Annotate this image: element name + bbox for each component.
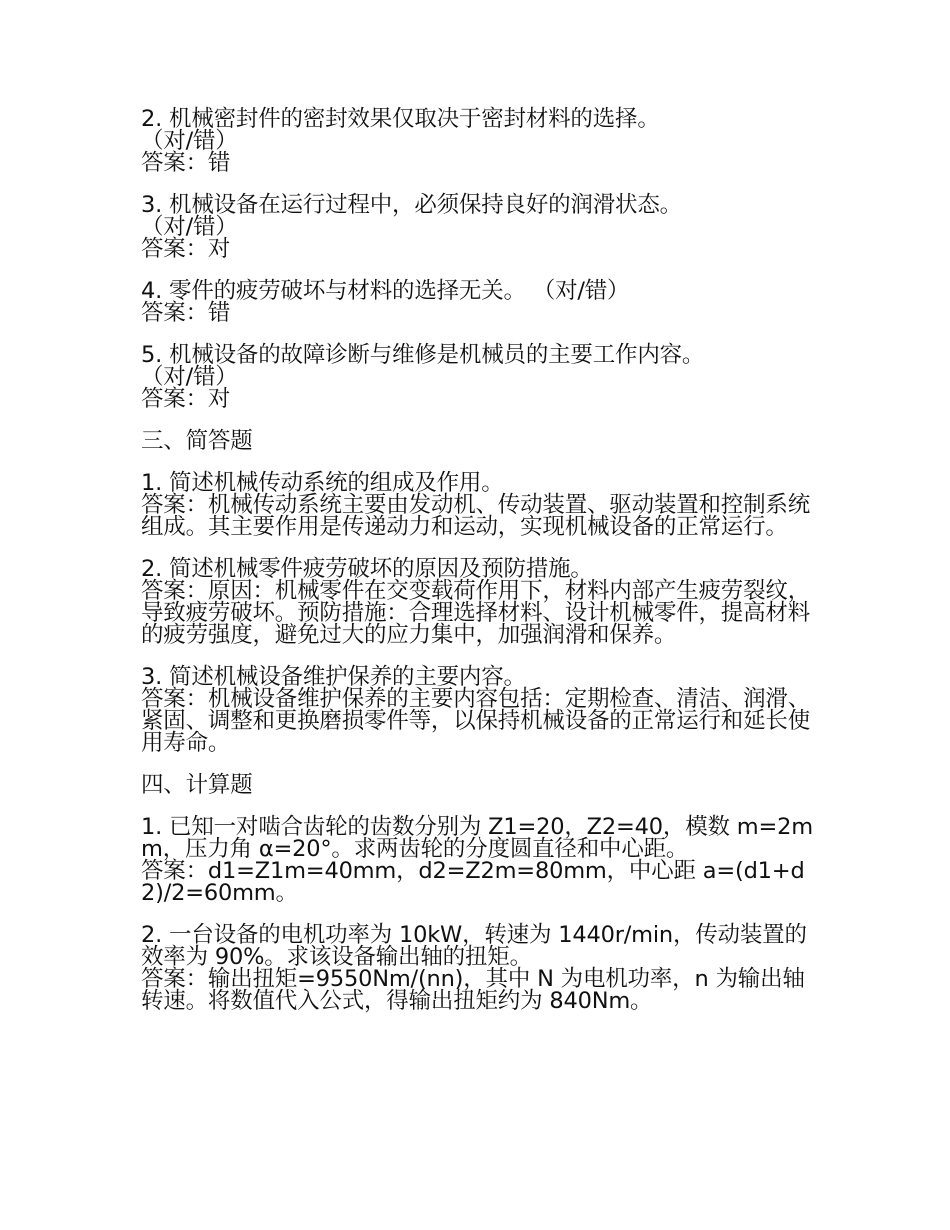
true-false-hint: （对/错） bbox=[141, 128, 238, 154]
true-false-hint: （对/错） bbox=[141, 364, 238, 390]
judgement-item bbox=[141, 344, 813, 410]
calculation-item bbox=[141, 924, 813, 1012]
section-heading-short-answer: 三、简答题 bbox=[141, 428, 253, 454]
short-answer-item bbox=[141, 472, 813, 538]
section-heading-calculation: 四、计算题 bbox=[141, 772, 253, 798]
answer-text: 答案：对 bbox=[141, 236, 231, 262]
answer-text: 答案：d1=Z1m=40mm，d2=Z2m=80mm，中心距 a=(d1+d2)/2=60mm。 bbox=[141, 858, 805, 906]
answer-text: 答案：机械设备维护保养的主要内容包括：定期检查、清洁、润滑、紧固、调整和更换磨损零件等，以保持机械设备的正常运行和延长使用寿命。 bbox=[141, 686, 811, 756]
question-text: 3. 简述机械设备维护保养的主要内容。 bbox=[141, 664, 526, 690]
question-text: 5. 机械设备的故障诊断与维修是机械员的主要工作内容。 bbox=[141, 342, 705, 368]
question-text: 3. 机械设备在运行过程中，必须保持良好的润滑状态。 bbox=[141, 192, 682, 218]
judgement-item bbox=[141, 280, 813, 324]
question-text: 2. 机械密封件的密封效果仅取决于密封材料的选择。 bbox=[141, 106, 660, 132]
question-text: 1. 简述机械传动系统的组成及作用。 bbox=[141, 470, 504, 496]
question-text: 4. 零件的疲劳破坏与材料的选择无关。 （对/错） bbox=[141, 278, 630, 304]
answer-text: 答案：输出扭矩=9550Nm/(nn)，其中 N 为电机功率，n 为输出轴转速。将数值代入公式，得输出扭矩约为 840Nm。 bbox=[141, 966, 805, 1014]
answer-text: 答案：错 bbox=[141, 300, 231, 326]
answer-text: 答案：对 bbox=[141, 386, 231, 412]
judgement-item bbox=[141, 108, 813, 174]
answer-text: 答案：机械传动系统主要由发动机、传动装置、驱动装置和控制系统组成。其主要作用是传递动力和运动，实现机械设备的正常运行。 bbox=[141, 492, 811, 540]
calculation-item bbox=[141, 816, 813, 904]
answer-text: 答案：错 bbox=[141, 150, 231, 176]
short-answer-item bbox=[141, 558, 813, 646]
short-answer-item bbox=[141, 666, 813, 754]
answer-text: 答案：原因：机械零件在交变载荷作用下，材料内部产生疲劳裂纹，导致疲劳破坏。预防措施：合理选择材料、设计机械零件，提高材料的疲劳强度，避免过大的应力集中，加强润滑和保养。 bbox=[141, 578, 811, 648]
question-text: 2. 一台设备的电机功率为 10kW，转速为 1440r/min，传动装置的效率为 90%。求该设备输出轴的扭矩。 bbox=[141, 922, 807, 970]
question-text: 2. 简述机械零件疲劳破坏的原因及预防措施。 bbox=[141, 556, 593, 582]
true-false-hint: （对/错） bbox=[141, 214, 238, 240]
judgement-item bbox=[141, 194, 813, 260]
question-text: 1. 已知一对啮合齿轮的齿数分别为 Z1=20，Z2=40，模数 m=2mm，压力角 α=20°。求两齿轮的分度圆直径和中心距。 bbox=[141, 814, 813, 862]
document-body bbox=[141, 108, 813, 1032]
